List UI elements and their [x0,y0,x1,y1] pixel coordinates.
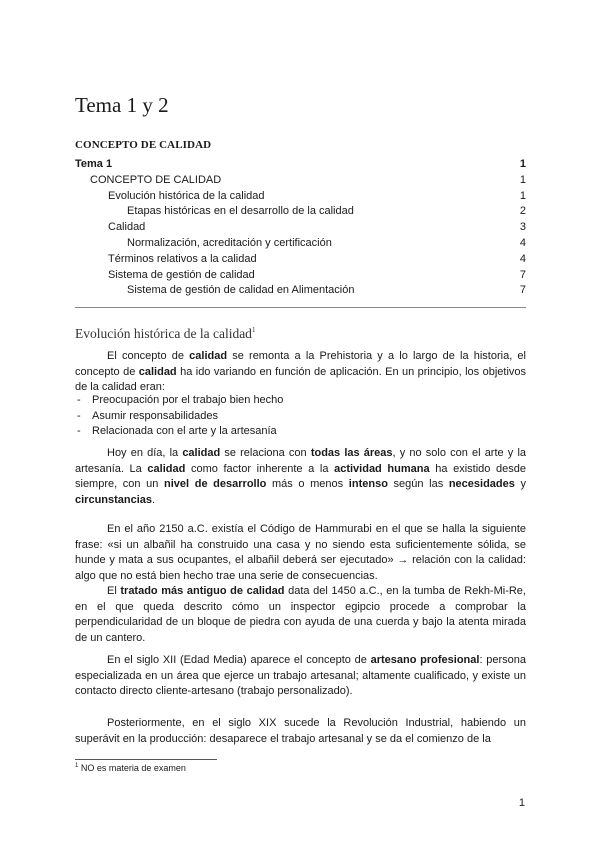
toc-entry[interactable] [75,283,526,299]
toc-entry[interactable] [75,220,526,236]
toc-entry-label: Términos relativos a la calidad [108,252,257,265]
paragraph-2: Hoy en día, la calidad se relaciona con todas las áreas, y no solo con el arte y la artesanía. La calidad como factor inherente a la actividad humana ha existido desde siempre, con un nivel de desarrollo más o menos intenso según las necesidades y circunstancias. [75,447,527,506]
subheading [75,326,255,342]
toc-entry[interactable] [75,173,526,189]
list-item [75,393,526,409]
toc-entry-page: 1 [519,173,526,186]
footnote [75,763,186,773]
bullet-dash: - [77,425,81,438]
bullet-dash: - [77,409,81,422]
toc-entry-label: Tema 1 [75,158,113,170]
document-title: Tema 1 y 2 [75,93,169,117]
paragraph-3: En el año 2150 a.C. existía el Código de Hammurabi en el que se halla la siguiente frase: «si un albañil ha construido una casa y no siendo esta suficientemente sólida, se hunde y mata a sus ocupantes, el albañil deberá ser ejecutado» → relación con la calidad: algo que no está bien hecho trae una serie de consecuencias. [75,523,526,582]
toc-entry[interactable] [75,252,526,268]
toc-entry-label: CONCEPTO DE CALIDAD [90,173,222,186]
subheading-text: Evolución histórica de la calidad [75,326,252,341]
toc-entry-label: Sistema de gestión de calidad [108,268,255,281]
toc-entry-page: 7 [519,268,526,281]
toc-entry-label: Etapas históricas en el desarrollo de la calidad [127,205,354,218]
toc-entry-label: Calidad [108,221,146,234]
list-item [75,424,526,440]
toc-entry-label: Normalización, acreditación y certificación [127,236,332,249]
toc-entry-page: 1 [519,189,526,202]
list-item-text: Preocupación por el trabajo bien hecho [92,394,284,406]
paragraph-5: En el siglo XII (Edad Media) aparece el concepto de artesano profesional: persona especializada en un área que ejerce un trabajo artesanal; altamente cualificado, y existe un contacto directo cliente-artesano (trabajo personalizado). [75,654,526,698]
toc-entry[interactable] [75,204,526,220]
section-heading: CONCEPTO DE CALIDAD [75,139,212,151]
toc-entry[interactable] [75,157,526,173]
toc-divider [75,307,526,308]
paragraph-4: El tratado más antiguo de calidad data del 1450 a.C., en la tumba de Rekh-Mi-Re, en el que queda descrito cómo un inspector egipcio procede a comprobar la perpendicularidad de un bloque de piedra con ayuda de una cuerda y bajo la atenta mirada de un cantero. [75,585,526,644]
list-item [75,409,526,425]
list-item-text: Asumir responsabilidades [92,409,218,422]
bullet-list [75,393,526,440]
footnote-divider [75,759,217,760]
page-number: 1 [518,797,525,809]
toc-entry-label: Sistema de gestión de calidad en Alimentación [127,284,355,297]
toc-entry-page: 4 [519,252,526,265]
footnote-text: NO es materia de examen [80,763,186,773]
toc-entry-page: 7 [519,284,526,297]
toc-entry[interactable] [75,268,526,284]
toc-entry[interactable] [75,236,526,252]
list-item-text: Relacionada con el arte y la artesanía [92,425,277,438]
paragraph-6: Posteriormente, en el siglo XIX sucede la Revolución Industrial, habiendo un superávit en la producción: desaparece el trabajo artesanal y se da el comienzo de la [75,717,526,745]
footnote-ref[interactable]: 1 [251,326,256,334]
toc-entry[interactable] [75,189,526,205]
toc-entry-page: 3 [519,221,526,234]
toc-entry-page: 2 [519,205,526,218]
bullet-dash: - [77,394,81,406]
toc-entry-label: Evolución histórica de la calidad [108,189,265,202]
paragraph-1: El concepto de calidad se remonta a la Prehistoria y a lo largo de la historia, el concepto de calidad ha ido variando en función de aplicación. En un principio, los objetivos de la calidad eran: [75,350,527,394]
toc-entry-page: 1 [519,158,526,170]
table-of-contents [75,157,526,299]
footnote-mark: 1 [75,763,79,769]
toc-entry-page: 4 [519,236,526,249]
